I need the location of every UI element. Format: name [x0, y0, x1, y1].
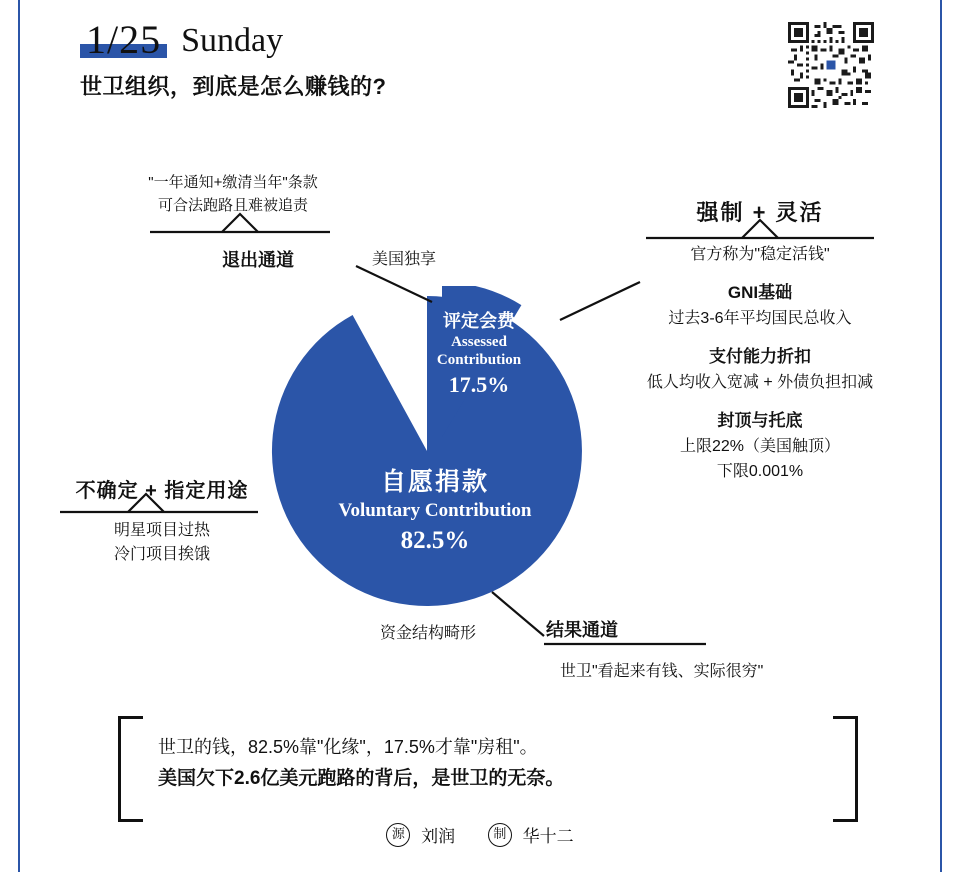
- annotation-bottom-title: 结果通道: [546, 620, 618, 640]
- voluntary-label-en: Voluntary Contribution: [338, 499, 532, 521]
- right-text-cap-lower: 下限0.001%: [716, 463, 804, 480]
- date-number: 1/25: [86, 17, 162, 62]
- header: [80, 18, 386, 101]
- quote-line2: 美国欠下2.6亿美元跑路的背后，是世卫的无奈。: [158, 767, 565, 789]
- left-big-title: 不确定 + 指定用途: [75, 480, 249, 502]
- assessed-label-en1: Assessed: [451, 333, 507, 350]
- right-heading-cap: 封顶与托底: [717, 411, 803, 430]
- qr-code-icon: [788, 22, 874, 108]
- date-row: [80, 18, 386, 62]
- left-vertical-rule: [18, 0, 20, 872]
- quote-line1: 世卫的钱，82.5%靠"化缘"，17.5%才靠"房租"。: [158, 737, 538, 757]
- exit-note-line1: "一年通知+缴清当年"条款: [148, 174, 318, 191]
- right-heading-gni: GNI基础: [727, 283, 793, 302]
- right-subtitle: 官方称为"稳定活钱": [690, 246, 830, 263]
- annotation-exit-note: [88, 172, 378, 217]
- right-big-title: 强制 + 灵活: [696, 200, 824, 225]
- page-title: 世卫组织，到底是怎么赚钱的?: [80, 74, 387, 99]
- right-text-gni: 过去3-6年平均国民总收入: [668, 310, 852, 327]
- maker-name: 华十二: [522, 827, 574, 846]
- exit-note-line2: 可合法跑路且难被追责: [157, 196, 308, 214]
- right-text-discount: 低人均收入宽减 + 外债负担扣减: [646, 374, 874, 391]
- voluntary-percent: 82.5%: [400, 527, 470, 555]
- weekday-label: Sunday: [181, 22, 284, 59]
- date-highlight-wrap: [80, 18, 167, 62]
- source-badge-icon: 源: [386, 823, 410, 847]
- quote-lines: [158, 732, 564, 795]
- right-text-cap-upper: 上限22%（美国触顶）: [679, 438, 841, 455]
- credit-source: [386, 822, 455, 847]
- voluntary-label-cn: 自愿捐款: [380, 468, 489, 496]
- annotation-bottom-sub: 资金结构畸形: [380, 625, 477, 642]
- credits: [0, 822, 960, 847]
- quote-block: [118, 716, 858, 816]
- assessed-label-en2: Contribution: [436, 352, 522, 369]
- annotation-exit-sub: 美国独享: [372, 251, 437, 268]
- credit-maker: [488, 822, 574, 847]
- source-name: 刘润: [421, 827, 456, 846]
- assessed-percent: 17.5%: [448, 372, 510, 397]
- pie-slice-voluntary: [272, 296, 582, 606]
- pie-chart-svg: [262, 286, 592, 616]
- quote-brace-left: [118, 716, 143, 822]
- quote-brace-right: [833, 716, 858, 822]
- pie-chart: [262, 286, 592, 616]
- assessed-label-cn: 评定会费: [443, 311, 515, 331]
- annotation-left-block: [42, 474, 282, 567]
- left-text-line1: 明星项目过热: [113, 522, 210, 539]
- annotation-bottom-text: 世卫"看起来有钱、实际很穷": [560, 663, 764, 680]
- annotation-right-block: [600, 196, 920, 481]
- annotation-exit-title: 退出通道: [222, 250, 294, 270]
- right-vertical-rule: [940, 0, 942, 872]
- left-text-line2: 冷门项目挨饿: [113, 546, 210, 563]
- maker-badge-icon: 制: [488, 823, 512, 847]
- right-heading-discount: 支付能力折扣: [709, 347, 811, 366]
- qr-code[interactable]: [788, 22, 874, 108]
